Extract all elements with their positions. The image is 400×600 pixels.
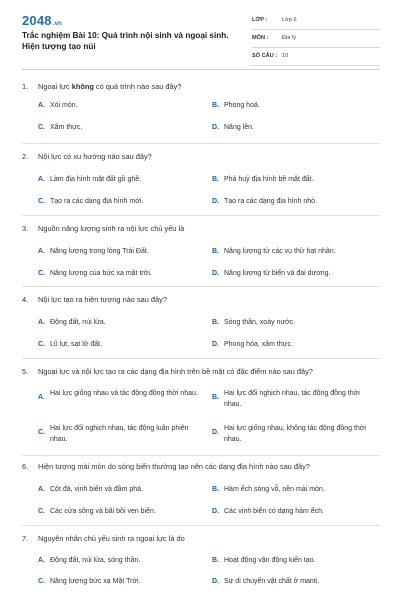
meta-grade-key: LỚP : [252, 17, 268, 23]
question-2-text [22, 152, 380, 164]
question-3: 3. Nguồn năng lượng sinh ra nội lực chủ yếu là A. Năng lượng trong lòng Trái Đất. B. Năng lượng từ các vụ thử hạt nhân. C. Năng lượng của bức xạ mặt trời. D. Năng lượng từ biển và đại dương. [22, 224, 380, 236]
question-7-text [22, 534, 380, 546]
question-body: Nội lực tạo ra hiện tượng nào sau đây? [38, 295, 167, 304]
question-body: Ngoại lực và nội lực tạo ra các dạng địa hình trên bề mặt có đặc điểm nào sau đây? [38, 367, 313, 376]
question-divider [22, 215, 380, 216]
quiz-header [0, 0, 400, 70]
site-logo[interactable]: 2048.vn [22, 13, 63, 28]
question-body: Nội lực có xu hướng nào sau đây? [38, 152, 152, 161]
meta-grade-value: Lớp 6 [282, 17, 297, 23]
question-number: 2. [22, 152, 29, 161]
question-number: 4. [22, 295, 29, 304]
meta-count [252, 48, 380, 66]
question-divider [22, 358, 380, 359]
meta-subject [252, 30, 380, 48]
question-6-text [22, 462, 380, 474]
question-1: 1. Ngoại lực không có quá trình nào sau đây? A. Xói mòn. B. Phong hoá. C. Xâm thực. D. Nâng lên. [22, 82, 380, 94]
question-number: 7. [22, 534, 29, 543]
meta-count-value: 10 [282, 53, 289, 59]
quiz-title: Trắc nghiệm Bài 10: Quá trình nội sinh và ngoại sinh. Hiện tượng tạo núi [22, 31, 229, 51]
question-7: 7. Nguyên nhân chủ yếu sinh ra ngoại lực là do A. Động đất, núi lửa, sóng thần. B. Hoạt động vận động kiến tạo. C. Năng lượng bức xạ Mặt Trời. D. Sự di chuyển vật chất ở manti. [22, 534, 380, 546]
question-1-text [22, 82, 380, 94]
question-body: Ngoại lực không có quá trình nào sau đây? [38, 82, 182, 91]
question-number: 1. [22, 82, 29, 91]
quiz-meta [252, 12, 380, 66]
question-5: 5. Ngoại lực và nội lực tạo ra các dạng địa hình trên bề mặt có đặc điểm nào sau đây? A. Hai lực giống nhau và tác động đồng thời nhau. B. Hai lực đối nghịch nhau, tác động đồng thời nhau. C. Hai lực đối nghịch nhau, tác động luân phiên nhau. D. Hai lực giống nhau, không tác động đồng thời nhau. [22, 367, 380, 379]
question-6: 6. Hiện tượng mài mòn do sóng biển thường tạo nên các dạng địa hình nào sau đây? A. Cột đá, vịnh biển và đầm phá. B. Hàm ếch sóng vỗ, nền mài mòn. C. Các cửa sông và bãi bồi ven biển. D. Các vịnh biển có dạng hàm ếch. [22, 462, 380, 474]
question-number: 3. [22, 224, 29, 233]
question-body: Hiện tượng mài mòn do sóng biển thường tạo nên các dạng địa hình nào sau đây? [38, 462, 310, 471]
question-body: Nguyên nhân chủ yếu sinh ra ngoại lực là do [38, 534, 185, 543]
question-4-text [22, 295, 380, 307]
meta-count-key: SỐ CÂU : [252, 53, 278, 59]
question-3-text [22, 224, 380, 236]
meta-subject-key: MÔN : [252, 35, 269, 41]
question-5-text [22, 367, 380, 379]
header-divider [22, 69, 380, 70]
meta-grade [252, 12, 380, 30]
question-divider [22, 525, 380, 526]
question-number: 5. [22, 367, 29, 376]
question-divider [22, 143, 380, 144]
question-body: Nguồn năng lượng sinh ra nội lực chủ yếu là [38, 224, 185, 233]
question-number: 6. [22, 462, 29, 471]
question-2: 2. Nội lực có xu hướng nào sau đây? A. Làm địa hình mặt đất gồ ghề. B. Phá huỷ địa hình bề mặt đất. C. Tạo ra các dạng địa hình mới. D. Tạo ra các dạng địa hình nhỏ. [22, 152, 380, 164]
question-divider [22, 286, 380, 287]
question-4: 4. Nội lực tạo ra hiện tượng nào sau đây? A. Động đất, núi lửa. B. Sóng thần, xoáy nước. C. Lũ lụt, sạt lở đất. D. Phong hóa, xâm thực. [22, 295, 380, 307]
question-divider [22, 455, 380, 456]
meta-subject-value: Địa lý [282, 35, 296, 41]
